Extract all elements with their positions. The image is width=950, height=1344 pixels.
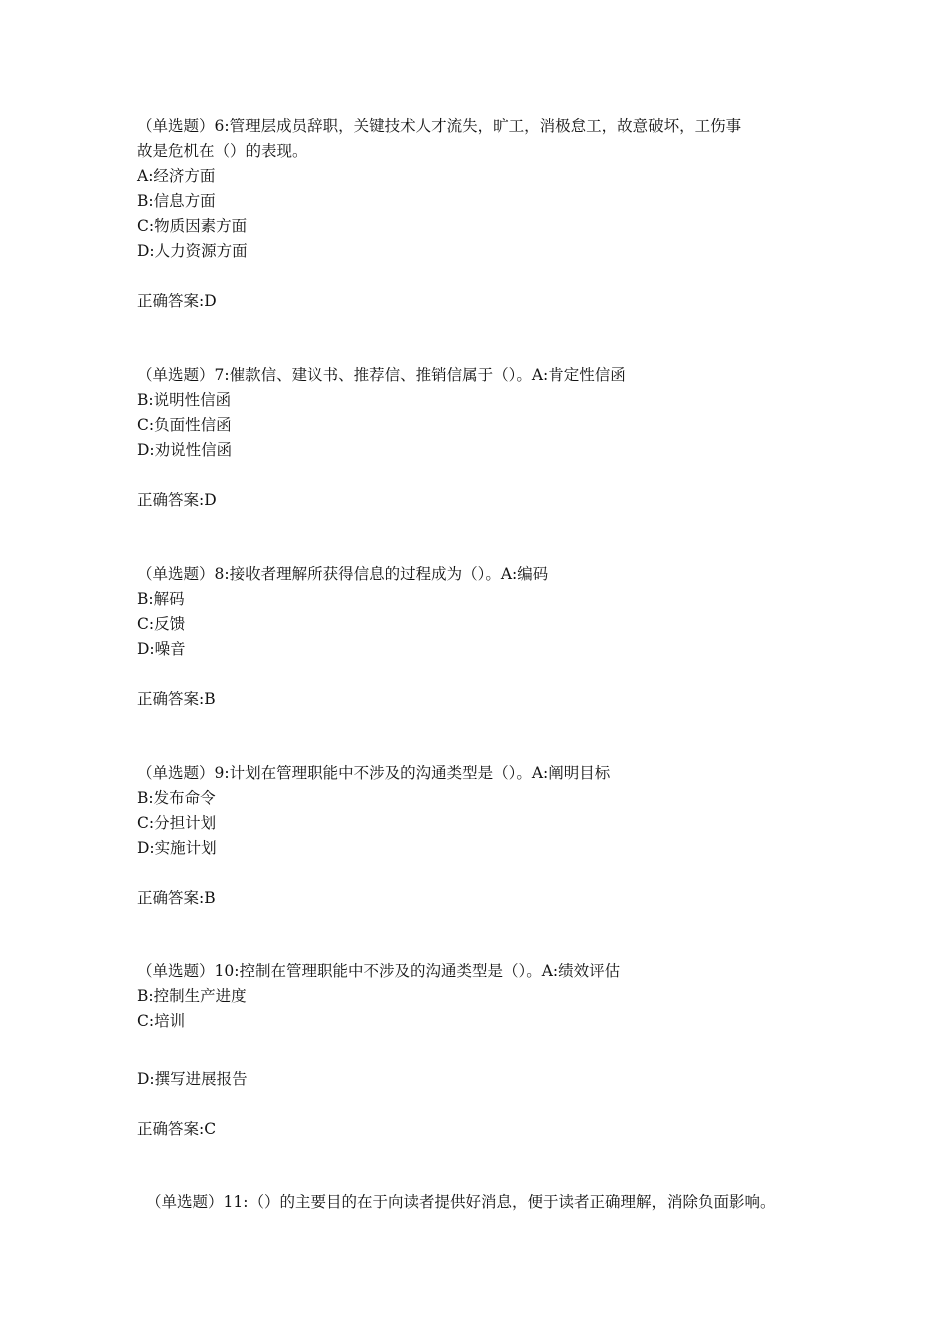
question-6-stem-line-2: 故是危机在（）的表现。	[137, 142, 308, 160]
question-9-stem: （单选题）9:计划在管理职能中不涉及的沟通类型是（）。A:阐明目标	[137, 764, 611, 782]
question-10-stem: （单选题）10:控制在管理职能中不涉及的沟通类型是（）。A:绩效评估	[137, 962, 621, 980]
question-9-option-b: B:发布命令	[137, 789, 216, 807]
question-10-option-b: B:控制生产进度	[137, 987, 247, 1005]
question-7-option-c: C:负面性信函	[137, 416, 232, 434]
question-7-option-d: D:劝说性信函	[137, 441, 233, 459]
question-8-option-d: D:噪音	[137, 640, 186, 658]
question-7-answer: 正确答案:D	[137, 491, 217, 509]
question-10-option-c: C:培训	[137, 1012, 186, 1030]
question-9-answer: 正确答案:B	[137, 889, 216, 907]
question-6-option-c: C:物质因素方面	[137, 217, 248, 235]
question-7-stem: （单选题）7:催款信、建议书、推荐信、推销信属于（）。A:肯定性信函	[137, 366, 626, 384]
question-8-answer: 正确答案:B	[137, 690, 216, 708]
question-7-option-b: B:说明性信函	[137, 391, 232, 409]
question-9-option-c: C:分担计划	[137, 814, 217, 832]
question-8-stem: （单选题）8:接收者理解所获得信息的过程成为（）。A:编码	[137, 565, 549, 583]
question-10-option-d: D:撰写进展报告	[137, 1070, 248, 1088]
question-8-option-b: B:解码	[137, 590, 185, 608]
question-6-stem-line-1: （单选题）6:管理层成员辞职，关键技术人才流失，旷工，消极怠工，故意破坏，工伤事	[137, 117, 742, 135]
question-9-option-d: D:实施计划	[137, 839, 217, 857]
question-6-option-a: A:经济方面	[137, 167, 216, 185]
question-6-answer: 正确答案:D	[137, 292, 217, 310]
question-11-stem: （单选题）11:（）的主要目的在于向读者提供好消息，便于读者正确理解，消除负面影响。	[146, 1193, 776, 1211]
question-10-answer: 正确答案:C	[137, 1120, 217, 1138]
question-6-option-b: B:信息方面	[137, 192, 216, 210]
question-8-option-c: C:反馈	[137, 615, 186, 633]
question-6-option-d: D:人力资源方面	[137, 242, 248, 260]
